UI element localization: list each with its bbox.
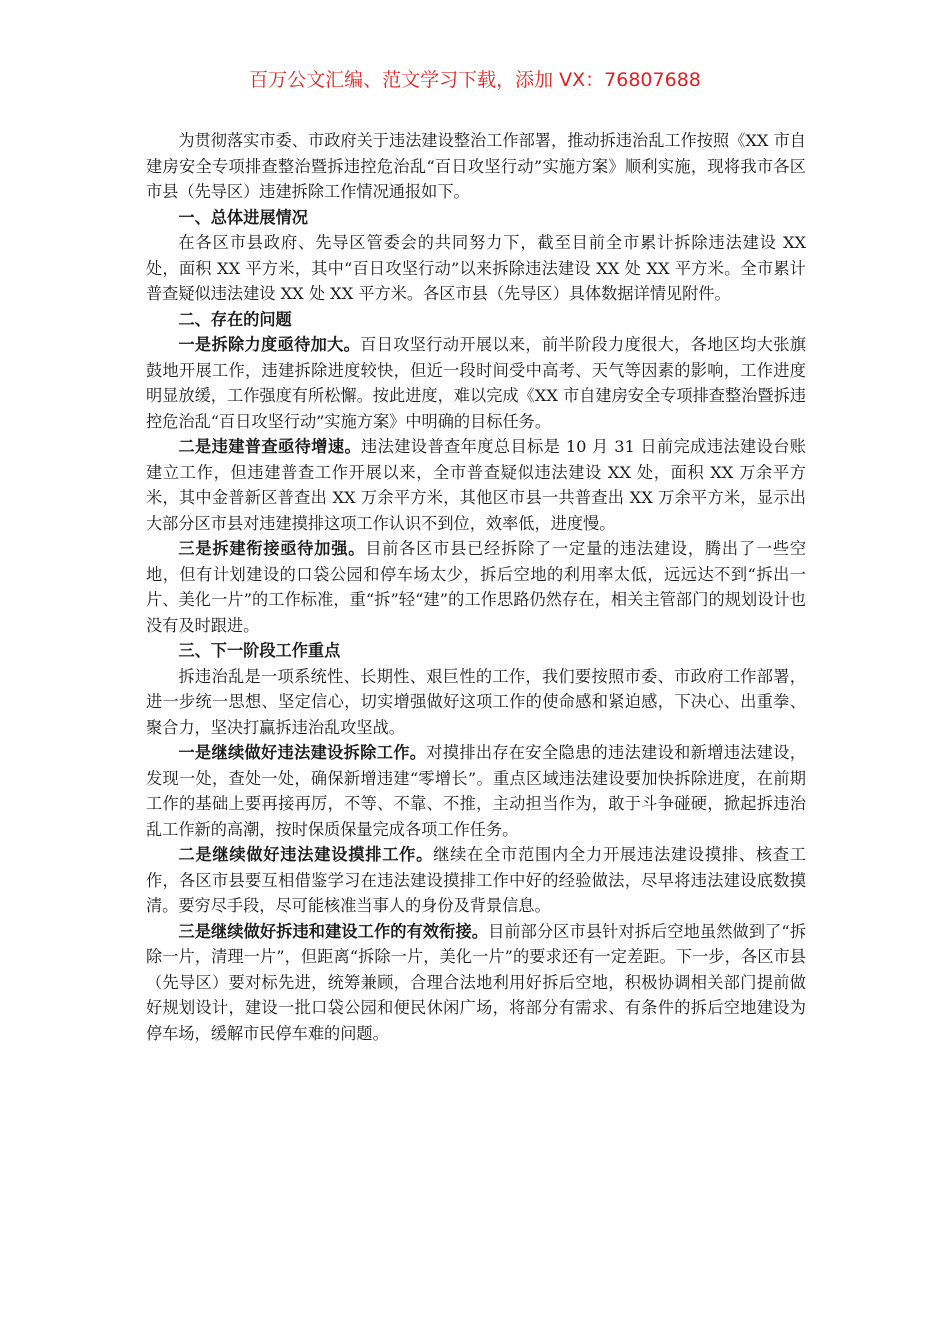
problem-paragraph — [146, 332, 806, 434]
document-body — [146, 128, 806, 1046]
intro-paragraph: 为贯彻落实市委、市政府关于违法建设整治工作部署，推动拆违治乱工作按照《XX 市自建房安全专项排查整治暨拆违控危治乱“百日攻坚行动”实施方案》顺利实施，现将我市各区市县（先导区）违建拆除工作情况通报如下。 — [146, 131, 806, 201]
next-steps-intro-paragraph: 拆违治乱是一项系统性、长期性、艰巨性的工作，我们要按照市委、市政府工作部署，进一步统一思想、坚定信心，切实增强做好这项工作的使命感和紧迫感，下决心、出重拳、聚合力，坚决打赢拆违治乱攻坚战。 — [146, 666, 806, 737]
section-heading-next-steps: 三、下一阶段工作重点 — [178, 641, 341, 660]
section-heading-problems: 二、存在的问题 — [178, 309, 292, 329]
task-lead: 一是继续做好违法建设拆除工作。 — [178, 743, 427, 762]
task-text: 继续在全市范围内全力开展违法建设摸排、核查工作，各区市县要互相借鉴学习在违法建设摸排工作中好的经验做法，尽早将违法建设底数摸清。要穷尽手段，尽可能核准当事人的身份及背景信息。 — [146, 845, 807, 915]
task-text: 对摸排出存在安全隐患的违法建设和新增违法建设，发现一处，查处一处，确保新增违建“零增长”。重点区域违法建设要加快拆除进度，在前期工作的基础上要再接再厉，不等、不靠、不推，主动担当作为，敢于斗争碰硬，掀起拆违治乱工作新的高潮，按时保质保量完成各项工作任务。 — [146, 743, 806, 839]
task-lead: 三是继续做好拆违和建设工作的有效衔接。 — [178, 921, 489, 941]
watermark-header: 百万公文汇编、范文学习下载，添加 VX：76807688 — [249, 69, 701, 91]
problem-text: 违法建设普查年度总目标是 10 月 31 日前完成违法建设台账建立工作，但违建普查工作开展以来，全市普查疑似违法建设 XX 处，面积 XX 万余平方米，其中金普新区普查出 XX 万余平方米，其他区市县一共普查出 XX 万余平方米，显示出大部分区市县对违建摸排这项工作认识不到位，效率低，进度慢。 — [146, 437, 806, 533]
problem-paragraph — [146, 536, 806, 638]
problem-lead: 二是违建普查亟待增速。 — [178, 437, 362, 456]
task-text: 目前部分区市县针对拆后空地虽然做到了“拆除一片，清理一片”，但距离“拆除一片，美化一片”的要求还有一定差距。下一步，各区市县（先导区）要对标先进，统筹兼顾，合理合法地利用好拆后空地，积极协调相关部门提前做好规划设计，建设一批口袋公园和便民休闲广场，将部分有需求、有条件的拆后空地建设为停车场，缓解市民停车难的问题。 — [146, 921, 807, 1043]
task-lead: 二是继续做好违法建设摸排工作。 — [178, 845, 434, 864]
section-heading-progress: 一、总体进展情况 — [178, 207, 308, 227]
problem-lead: 一是拆除力度亟待加大。 — [178, 335, 361, 354]
problem-text: 目前各区市县已经拆除了一定量的违法建设，腾出了一些空地，但有计划建设的口袋公园和停车场太少，拆后空地的利用率太低，远远达不到“拆出一片、美化一片”的工作标准，重“拆”轻“建”的工作思路仍然存在，相关主管部门的规划设计也没有及时跟进。 — [146, 539, 807, 635]
progress-paragraph: 在各区市县政府、先导区管委会的共同努力下，截至目前全市累计拆除违法建设 XX 处，面积 XX 平方米，其中“百日攻坚行动”以来拆除违法建设 XX 处 XX 平方米。全市累计普查疑似违法建设 XX 处 XX 平方米。各区市县（先导区）具体数据详情见附件。 — [146, 233, 806, 303]
task-paragraph — [146, 842, 806, 919]
task-paragraph — [146, 740, 806, 842]
task-paragraph — [146, 919, 806, 1047]
problem-lead: 三是拆建衔接亟待加强。 — [178, 539, 366, 558]
problem-paragraph — [146, 434, 806, 536]
problem-text: 百日攻坚行动开展以来，前半阶段力度很大，各地区均大张旗鼓地开展工作，违建拆除进度较快，但近一段时间受中高考、天气等因素的影响，工作进度明显放缓，工作强度有所松懈。按此进度，难以完成《XX 市自建房安全专项排查整治暨拆违控危治乱“百日攻坚行动”实施方案》中明确的目标任务。 — [146, 335, 807, 431]
